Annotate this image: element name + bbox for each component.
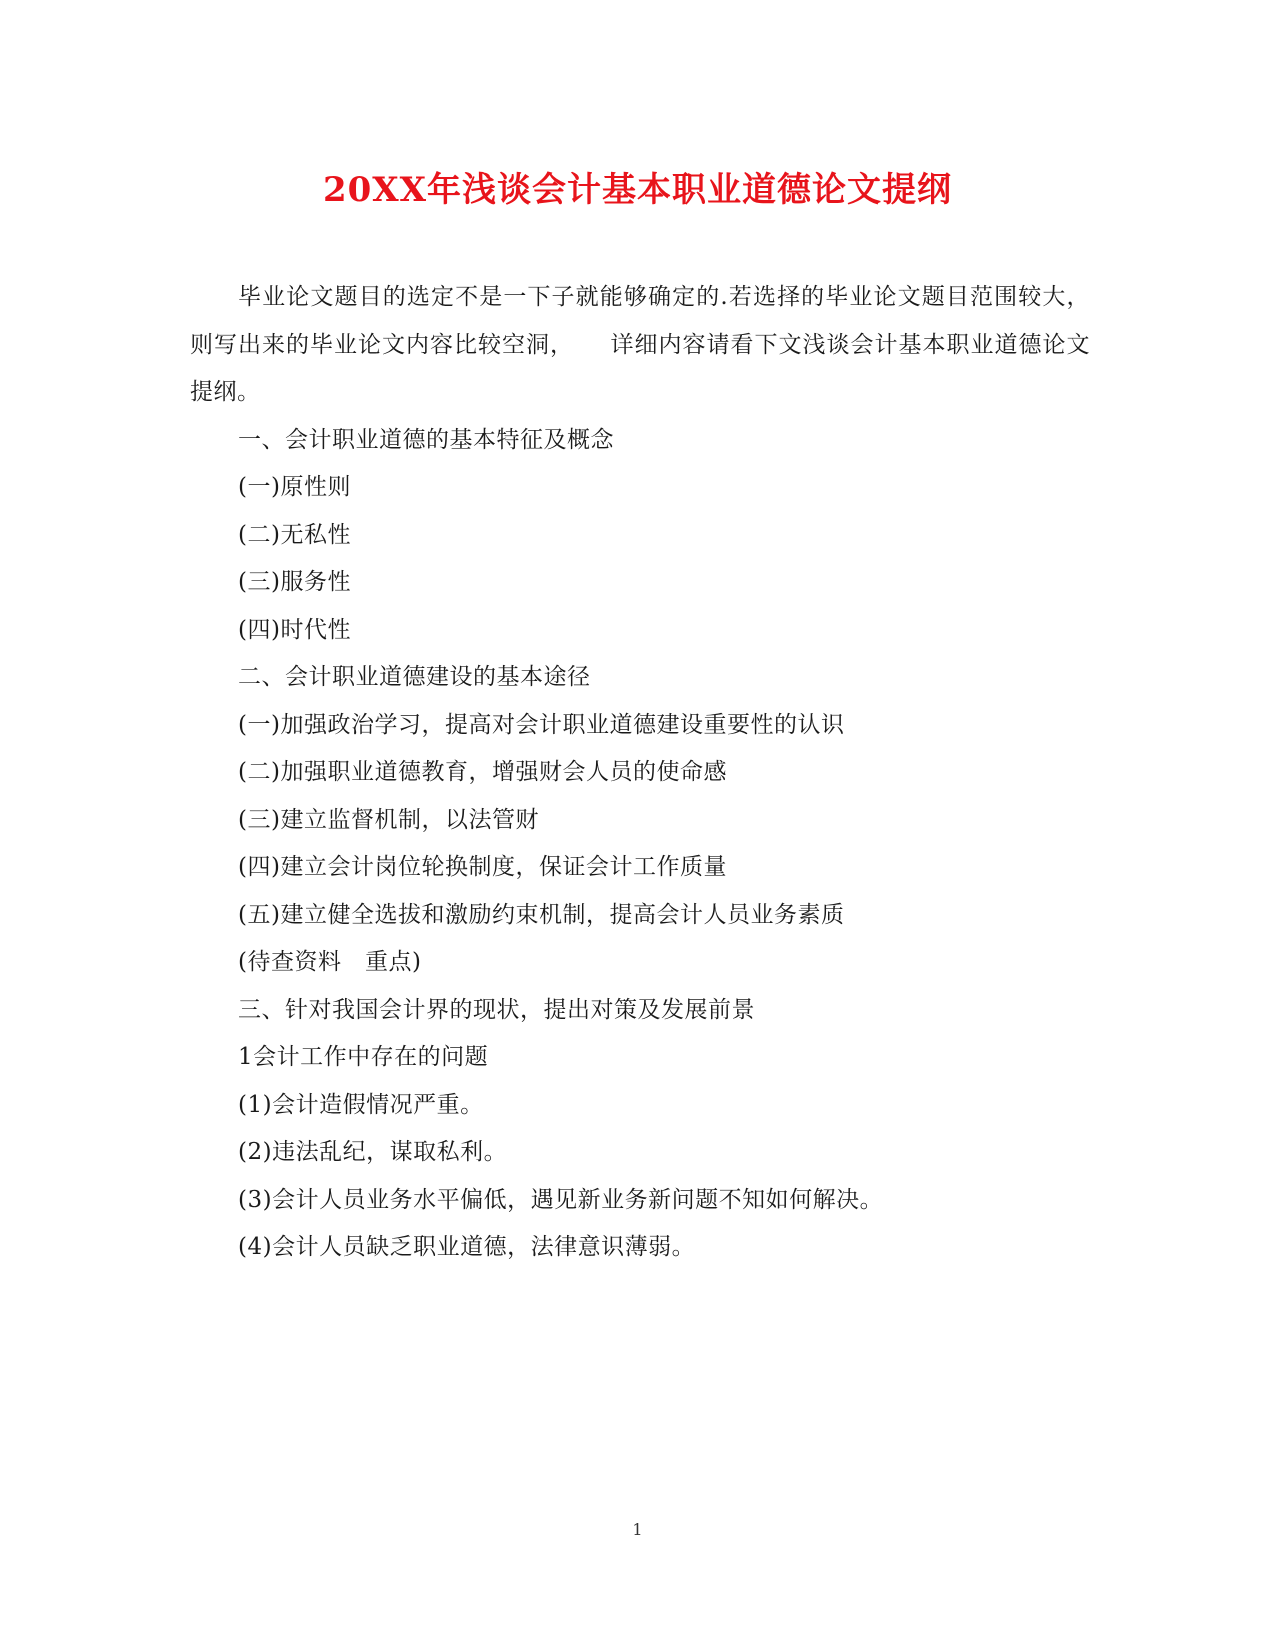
outline-line: (1)会计造假情况严重。 bbox=[238, 1091, 484, 1118]
outline-line: (2)违法乱纪，谋取私利。 bbox=[238, 1139, 508, 1165]
outline-line: 1会计工作中存在的问题 bbox=[238, 1044, 489, 1070]
page-number: 1 bbox=[632, 1520, 643, 1539]
outline-line: (一)原性则 bbox=[238, 474, 351, 500]
outline-line: (一)加强政治学习，提高对会计职业道德建设重要性的认识 bbox=[238, 711, 845, 738]
outline-line: (三)建立监督机制，以法管财 bbox=[238, 806, 539, 833]
outline-line: (3)会计人员业务水平偏低，遇见新业务新问题不知如何解决。 bbox=[238, 1186, 884, 1213]
outline-line: (五)建立健全选拔和激励约束机制，提高会计人员业务素质 bbox=[238, 901, 845, 928]
outline-line: (二)无私性 bbox=[238, 521, 351, 548]
document-body bbox=[190, 274, 1090, 1272]
outline-line: (四)建立会计岗位轮换制度，保证会计工作质量 bbox=[238, 854, 727, 880]
outline-line: (二)加强职业道德教育，增强财会人员的使命感 bbox=[238, 759, 727, 785]
outline-line: (三)服务性 bbox=[238, 569, 351, 595]
outline-line: (四)时代性 bbox=[238, 616, 351, 643]
intro-paragraph: 毕业论文题目的选定不是一下子就能够确定的.若选择的毕业论文题目范围较大，则写出来的毕业论文内容比较空洞， 详细内容请看下文浅谈会计基本职业道德论文提纲。 bbox=[190, 284, 1090, 405]
outline-line: (4)会计人员缺乏职业道德，法律意识薄弱。 bbox=[238, 1234, 696, 1260]
document-title: 20XX年浅谈会计基本职业道德论文提纲 bbox=[322, 170, 953, 210]
outline-line: 三、针对我国会计界的现状，提出对策及发展前景 bbox=[238, 996, 755, 1023]
outline-line: (待查资料 重点) bbox=[238, 949, 422, 975]
outline-line: 一、会计职业道德的基本特征及概念 bbox=[238, 426, 614, 453]
outline-line: 二、会计职业道德建设的基本途径 bbox=[238, 664, 591, 690]
